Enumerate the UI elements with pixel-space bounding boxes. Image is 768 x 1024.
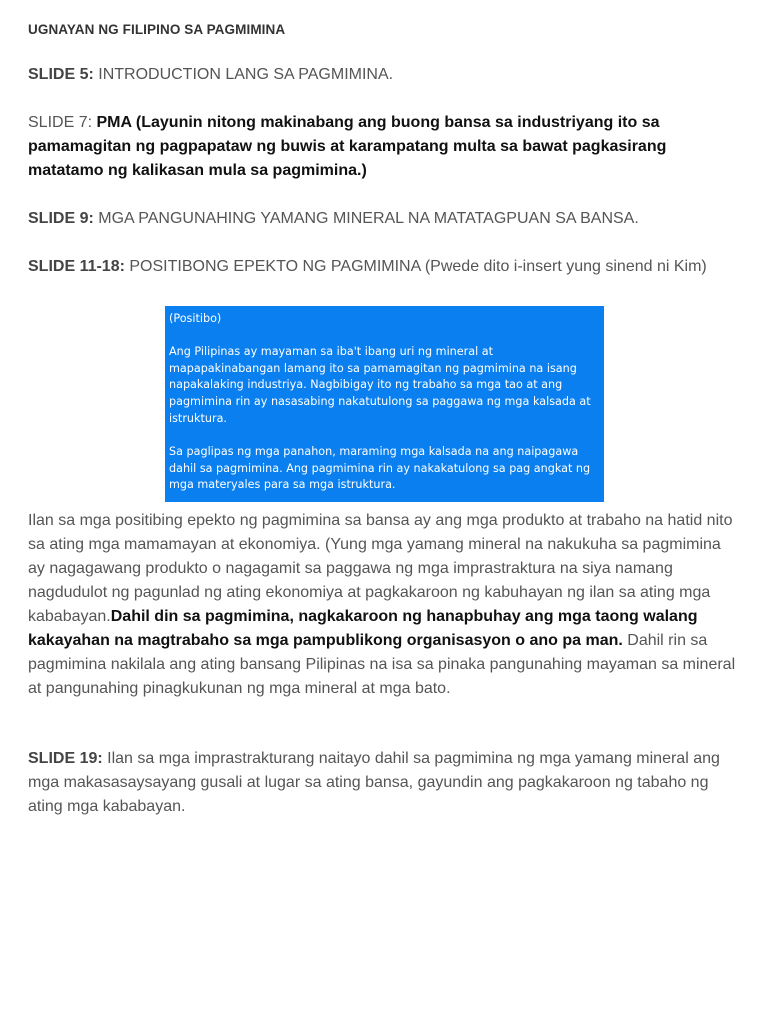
slide-5-paragraph — [28, 63, 740, 87]
image-spacer — [169, 328, 598, 344]
slide-11-18-paragraph — [28, 255, 740, 279]
slide-9-paragraph — [28, 207, 740, 231]
slide-9-label: SLIDE 9: — [28, 210, 94, 227]
image-paragraph-2: Sa paglipas ng mga panahon, maraming mga kalsada na ang naipagawa dahil sa pagmimina. Ang pagmimina rin ay nakakatulong sa pag angkat ng mga materyales para sa mga istruktura. — [169, 444, 591, 492]
image-spacer — [169, 428, 598, 444]
slide-11-18-text: POSITIBONG EPEKTO NG PAGMIMINA (Pwede dito i-insert yung sinend ni Kim) — [124, 258, 707, 275]
slide-19-paragraph — [28, 747, 740, 819]
slide-7-paragraph — [28, 111, 740, 183]
body-paragraph — [28, 509, 740, 701]
slide-7-text: Layunin nitong makinabang ang buong bansa sa industriyang ito sa pamamagitan ng pagpapataw ng buwis at karampatang multa sa bawat pagkasirang matatamo ng kalikasan mula sa pagmimina.) — [28, 114, 667, 179]
slide-5-text: INTRODUCTION LANG SA PAGMIMINA. — [93, 66, 394, 83]
slide-5-label: SLIDE 5: — [28, 66, 94, 83]
slide-9-text: MGA PANGUNAHING YAMANG MINERAL NA MATATAGPUAN SA BANSA. — [93, 210, 639, 227]
document-title: UGNAYAN NG FILIPINO SA PAGMIMINA — [28, 22, 286, 37]
slide-19-label: SLIDE 19: — [28, 750, 103, 767]
slide-7-title: PMA ( — [96, 114, 142, 131]
image-heading: (Positibo) — [169, 312, 222, 325]
image-paragraph-1: Ang Pilipinas ay mayaman sa iba't ibang uri ng mineral at mapapakinabangan lamang ito sa pamamagitan ng pagmimina na isang napakalaking industriya. Nagbibigay ito ng trabaho sa mga tao at ang pagmimina rin ay nasasabing nakatutulong sa paggawa ng mga kalsada at istruktura. — [169, 344, 591, 425]
slide-19-text: Ilan sa mga imprastrakturang naitayo dahil sa pagmimina ng mga yamang mineral ang mga makasasaysayang gusali at lugar sa ating bansa, gayundin ang pagkakaroon ng tabaho ng ating mga kababayan. — [28, 750, 720, 815]
slide-11-18-label: SLIDE 11-18: — [28, 258, 125, 275]
body-text-b: Dahil rin sa pagmimina nakilala ang ating bansang Pilipinas na isa sa pinaka pangunahing mayaman sa mineral at pangunahing pinagkukunan ng mga mineral at mga bato. — [28, 632, 736, 697]
embedded-screenshot-image — [165, 306, 604, 502]
body-text-bold: Dahil din sa pagmimina, nagkakaroon ng hanapbuhay ang mga taong walang kakayahan na magtrabaho sa mga pampublikong organisasyon o ano pa man. — [28, 608, 698, 649]
slide-7-label: SLIDE 7: — [28, 114, 97, 131]
body-text-a: Ilan sa mga positibing epekto ng pagmimina sa bansa ay ang mga produkto at trabaho na hatid nito sa ating mga mamamayan at ekonomiya. (Yung mga yamang mineral na nakukuha sa pagmimina ay nagagawang produkto o nagagamit sa paggawa ng mga imprastraktura na siya namang nagdudulot ng pagunlad ng ating ekonomiya at pagkakaroon ng kabuhayan ng ilan sa ating mga kababayan. — [28, 512, 733, 625]
